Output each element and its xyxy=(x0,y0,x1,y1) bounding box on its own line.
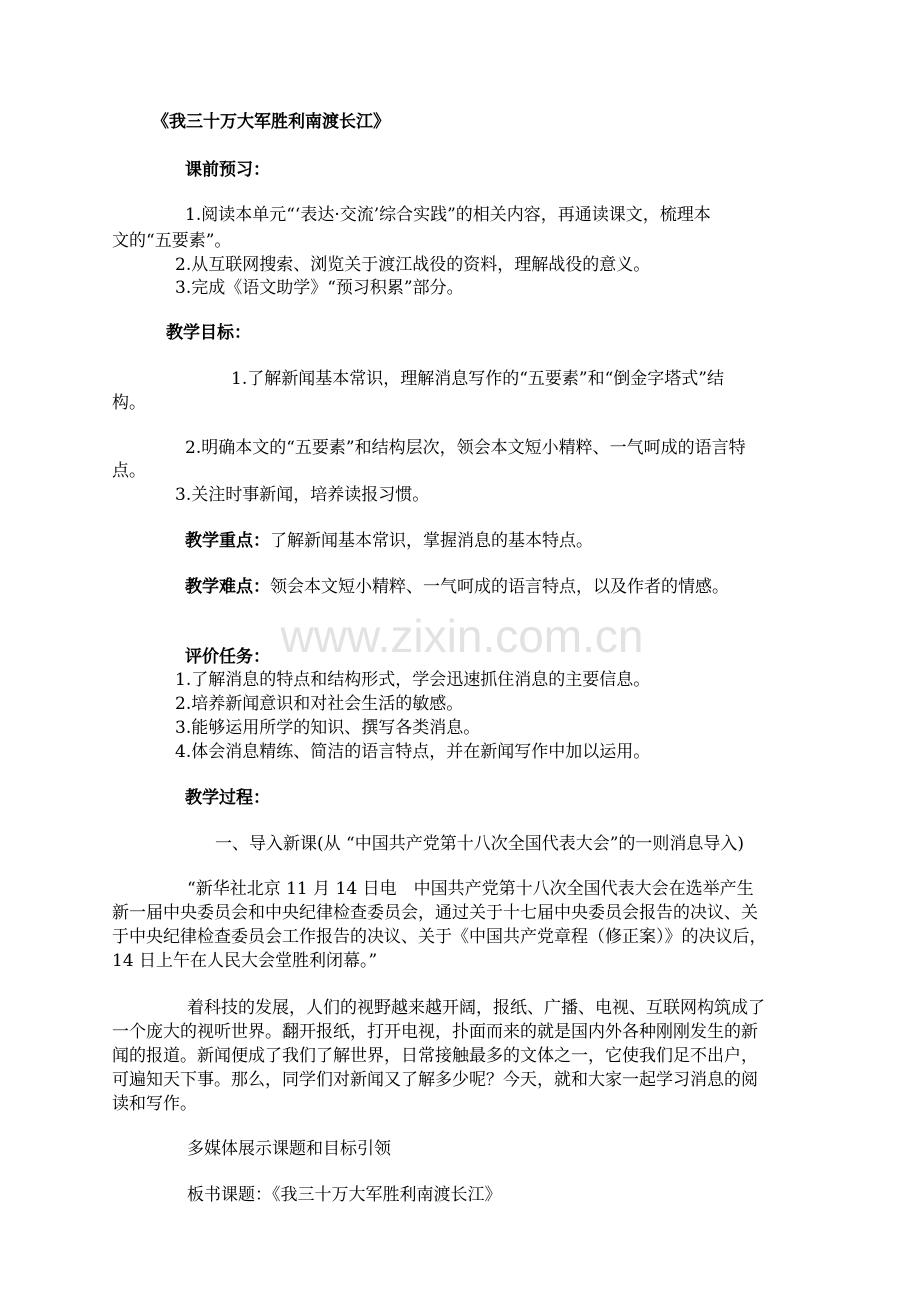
multimedia-note: 多媒体展示课题和目标引领 xyxy=(187,1139,391,1159)
news-quote-line: 于中央纪律检查委员会工作报告的决议、关于《中国共产党章程（修正案）》的决议后， xyxy=(112,927,767,947)
news-quote-line: “新华社北京 11 月 14 日电 中国共产党第十八次全国代表大会在选举产生 xyxy=(187,879,754,899)
goals-item-1-cont: 构。 xyxy=(112,393,146,413)
preview-item-1-cont: 文的“五要素”。 xyxy=(112,231,232,251)
difficulty-text: 领会本文短小精粹、一气呵成的语言特点，以及作者的情感。 xyxy=(270,577,729,597)
goals-item-2-cont: 点。 xyxy=(112,461,146,481)
board-title: 板书课题：《我三十万大军胜利南渡长江》 xyxy=(187,1185,502,1205)
preview-item-2: 2.从互联网搜索、浏览关于渡江战役的资料，理解战役的意义。 xyxy=(175,255,651,275)
preview-item-3: 3.完成《语文助学》“预习积累”部分。 xyxy=(175,278,464,298)
evaluation-heading: 评价任务： xyxy=(185,647,270,667)
keypoint-text: 了解新闻基本常识，掌握消息的基本特点。 xyxy=(270,531,593,551)
doc-title: 《我三十万大军胜利南渡长江》 xyxy=(152,112,390,132)
process-heading: 教学过程： xyxy=(185,788,270,808)
goals-item-2: 2.明确本文的“五要素”和结构层次，领会本文短小精粹、一气呵成的语言特 xyxy=(185,438,746,458)
evaluation-item: 2.培养新闻意识和对社会生活的敏感。 xyxy=(175,694,464,714)
news-quote-line: 14 日上午在人民大会堂胜利闭幕。” xyxy=(112,951,378,971)
news-quote-line: 新一届中央委员会和中央纪律检查委员会，通过关于十七届中央委员会报告的决议、关 xyxy=(112,903,758,923)
section-1-heading: 一、导入新课(从 “中国共产党第十八次全国代表大会”的一则消息导入) xyxy=(215,834,745,854)
intro-paragraph-line: 可遍知天下事。那么，同学们对新闻又了解多少呢？今天，就和大家一起学习消息的阅 xyxy=(112,1070,758,1090)
intro-paragraph-line: 一个庞大的视听世界。翻开报纸，打开电视，扑面而来的就是国内外各种刚刚发生的新 xyxy=(112,1022,758,1042)
watermark: www.zixin.com.cn xyxy=(280,610,644,662)
difficulty xyxy=(185,575,729,599)
keypoint-label: 教学重点： xyxy=(185,531,270,551)
intro-paragraph-line: 读和写作。 xyxy=(112,1094,197,1114)
evaluation-item: 3.能够运用所学的知识、撰写各类消息。 xyxy=(175,718,481,738)
preview-item-1: 1.阅读本单元“‘表达·交流’综合实践”的相关内容，再通读课文，梳理本 xyxy=(185,205,711,225)
evaluation-item: 4.体会消息精练、简洁的语言特点，并在新闻写作中加以运用。 xyxy=(175,742,651,762)
goals-item-3: 3.关注时事新闻，培养读报习惯。 xyxy=(175,485,430,505)
intro-paragraph-line: 着科技的发展，人们的视野越来越开阔，报纸、广播、电视、互联网构筑成了 xyxy=(187,998,765,1018)
intro-paragraph-line: 闻的报道。新闻便成了我们了解世界，日常接触最多的文体之一，它使我们足不出户， xyxy=(112,1046,758,1066)
preview-heading: 课前预习： xyxy=(185,160,270,180)
keypoint xyxy=(185,529,593,553)
goals-item-1: 1.了解新闻基本常识，理解消息写作的“五要素”和“倒金字塔式”结 xyxy=(231,369,724,389)
evaluation-item: 1.了解消息的特点和结构形式，学会迅速抓住消息的主要信息。 xyxy=(175,670,651,690)
goals-heading: 教学目标： xyxy=(166,323,251,343)
difficulty-label: 教学难点： xyxy=(185,577,270,597)
